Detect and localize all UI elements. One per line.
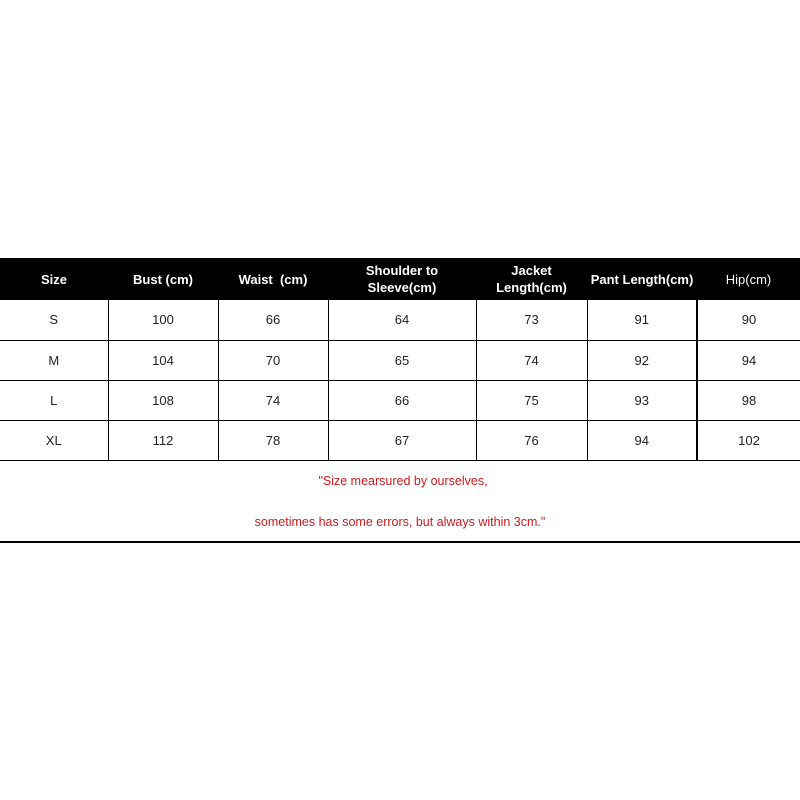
header-shoulder-to-sleeve: Shoulder to Sleeve(cm) <box>365 263 439 295</box>
cell-hip: 102 <box>697 420 800 460</box>
cell-pant: 92 <box>587 340 697 380</box>
cell-waist: 66 <box>218 300 328 340</box>
header-waist: Waist (cm) <box>238 271 308 287</box>
cell-shoulder: 65 <box>328 340 476 380</box>
header-size: Size <box>40 271 67 287</box>
cell-bust: 104 <box>108 340 218 380</box>
cell-waist: 78 <box>218 420 328 460</box>
bottom-divider <box>0 541 800 543</box>
cell-jacket: 75 <box>476 380 587 420</box>
size-chart-table <box>0 258 800 461</box>
size-chart-body <box>0 300 800 460</box>
cell-size: S <box>0 300 108 340</box>
cell-waist: 70 <box>218 340 328 380</box>
header-jacket-length: Jacket Length(cm) <box>496 263 567 295</box>
header-pant-length: Pant Length(cm) <box>590 271 694 287</box>
cell-hip: 98 <box>697 380 800 420</box>
cell-bust: 112 <box>108 420 218 460</box>
cell-shoulder: 66 <box>328 380 476 420</box>
cell-pant: 93 <box>587 380 697 420</box>
cell-bust: 100 <box>108 300 218 340</box>
cell-pant: 94 <box>587 420 697 460</box>
table-row <box>0 340 800 380</box>
cell-jacket: 74 <box>476 340 587 380</box>
header-hip: Hip(cm) <box>725 271 772 287</box>
measurement-note-line-1: "Size mearsured by ourselves, <box>318 474 488 488</box>
cell-size: L <box>0 380 108 420</box>
cell-size: XL <box>0 420 108 460</box>
table-row <box>0 380 800 420</box>
cell-shoulder: 67 <box>328 420 476 460</box>
cell-jacket: 76 <box>476 420 587 460</box>
cell-waist: 74 <box>218 380 328 420</box>
cell-bust: 108 <box>108 380 218 420</box>
table-row <box>0 420 800 460</box>
header-bust: Bust (cm) <box>133 271 193 287</box>
measurement-note-line-2: sometimes has some errors, but always within 3cm." <box>254 515 546 529</box>
cell-hip: 94 <box>697 340 800 380</box>
cell-pant: 91 <box>587 300 697 340</box>
cell-size: M <box>0 340 108 380</box>
cell-hip: 90 <box>697 300 800 340</box>
table-row <box>0 300 800 340</box>
header-row <box>0 258 800 300</box>
size-chart-header <box>0 258 800 300</box>
cell-shoulder: 64 <box>328 300 476 340</box>
cell-jacket: 73 <box>476 300 587 340</box>
